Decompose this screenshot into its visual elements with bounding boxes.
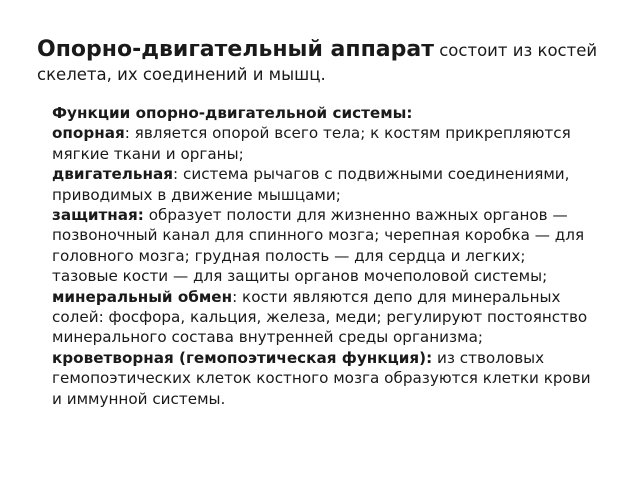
function-description: : кости являются депо для минеральных солей: фосфора, кальция, железа, меди; регулируют постоянство минерального состава внутренней среды организма; [52, 287, 588, 347]
function-description: из стволовых гемопоэтических клеток костного мозга образуются клетки крови и иммунной системы. [52, 348, 591, 408]
slide-title: Опорно-двигательный аппарат [37, 37, 434, 62]
function-description: : система рычагов с подвижными соединениями, приводимых в движение мышцами; [52, 165, 570, 204]
functions-heading: Функции опорно-двигательной системы: [52, 104, 413, 122]
function-term: кроветворная (гемопоэтическая функция): [52, 348, 433, 367]
function-item-protective [52, 205, 592, 287]
function-description: образует полости для жизненно важных органов — позвоночный канал для спинного мозга; черепная коробка — для головного мозга; грудная полость — для сердца и легких; тазовые кости — для защиты органов мочеполовой системы; [52, 206, 585, 286]
intro-heading [37, 38, 617, 87]
function-item-motor [52, 164, 592, 205]
function-term: двигательная [52, 165, 174, 184]
intro-text: состоит из костей скелета, их соединений и мышц. [37, 41, 598, 84]
function-term: опорная [52, 124, 125, 143]
function-item-support [52, 123, 592, 164]
function-term: защитная: [52, 206, 144, 225]
function-item-hematopoietic [52, 348, 592, 409]
function-description: : является опорой всего тела; к костям прикрепляются мягкие ткани и органы; [52, 124, 571, 163]
functions-block [52, 103, 592, 409]
function-item-mineral [52, 287, 592, 348]
function-term: минеральный обмен [52, 287, 233, 306]
